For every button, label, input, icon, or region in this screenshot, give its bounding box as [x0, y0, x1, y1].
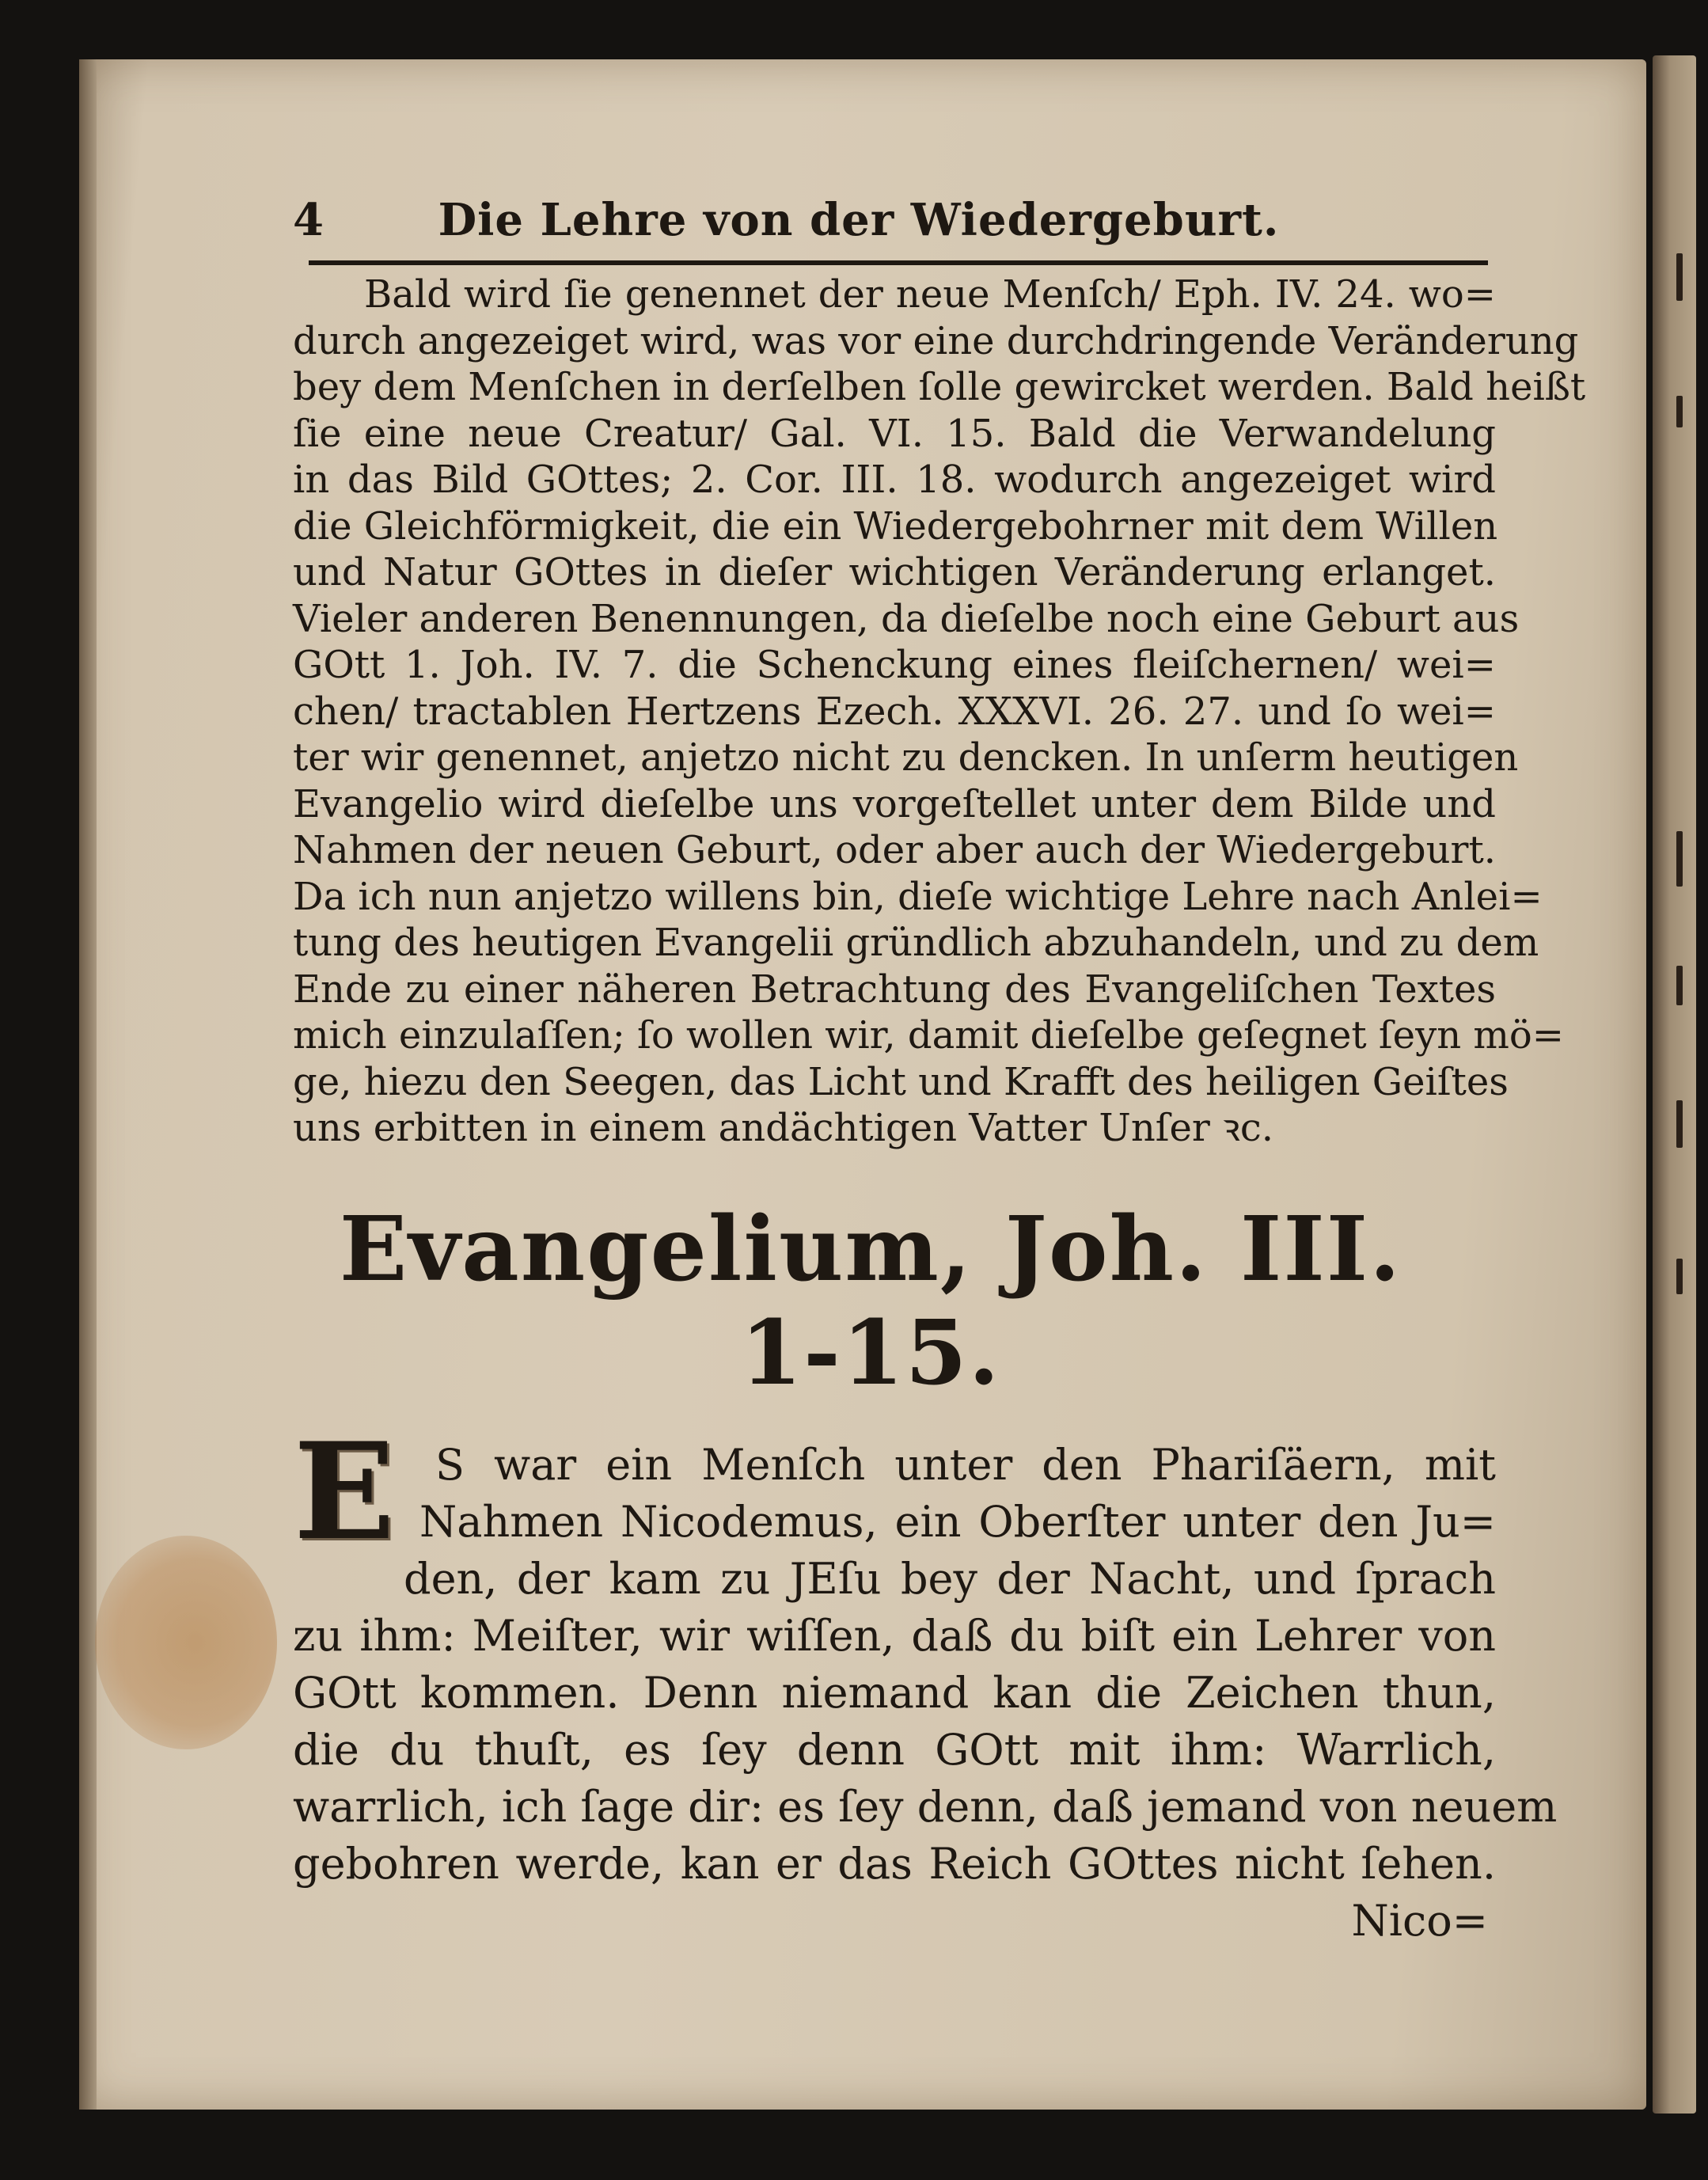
- facing-page-edge: [1653, 55, 1696, 2114]
- running-title: Die Lehre von der Wiedergeburt.: [438, 194, 1280, 246]
- text-line: Ende zu einer näheren Betrachtung des Evangeliſchen Textes: [293, 967, 1496, 1012]
- text-line: tung des heutigen Evangelii gründlich abzuhandeln, und zu dem: [293, 921, 1539, 965]
- text-line: GOtt 1. Joh. IV. 7. die Schenckung eines fleiſchernen/ wei=: [293, 643, 1496, 687]
- section-title: Evangelium, Joh. III. 1-15.: [339, 1197, 1402, 1405]
- text-line: Bald wird ſie genennet der neue Menſch/ Eph. IV. 24. wo=: [364, 272, 1496, 317]
- gospel-line: gebohren werde, kan er das Reich GOttes nicht ſehen.: [293, 1838, 1496, 1889]
- gospel-line: GOtt kommen. Denn niemand kan die Zeichen thun,: [293, 1667, 1496, 1718]
- text-line: Vieler anderen Benennungen, da dieſelbe noch eine Geburt aus: [293, 596, 1520, 641]
- water-stain: [95, 1536, 277, 1749]
- gospel-line: S war ein Menſch unter den Phariſäern, mit: [435, 1439, 1496, 1490]
- body-text: [293, 272, 1586, 1152]
- text-line: mich einzulaſſen; ſo wollen wir, damit dieſelbe geſegnet ſeyn mö=: [293, 1013, 1565, 1058]
- drop-cap: E: [293, 1412, 396, 1570]
- text-line: Nahmen der neuen Geburt, oder aber auch der Wiedergeburt.: [293, 828, 1496, 872]
- gospel-line: warrlich, ich ſage dir: es ſey denn, daß jemand von neuem: [293, 1781, 1558, 1832]
- text-line: ter wir genennet, anjetzo nicht zu dencken. In unſerm heutigen: [293, 735, 1519, 780]
- text-line: Evangelio wird dieſelbe uns vorgeſtellet unter dem Bilde und: [293, 781, 1496, 826]
- text-line: und Natur GOttes in dieſer wichtigen Veränderung erlanget.: [293, 550, 1496, 594]
- page-left-edge: [79, 59, 97, 2110]
- page-number: 4: [293, 194, 325, 246]
- text-line: ge, hiezu den Seegen, das Licht und Krafft des heiligen Geiſtes: [293, 1059, 1509, 1104]
- text-line: uns erbitten in einem andächtigen Vatter Unſer ꝛc.: [293, 1106, 1273, 1150]
- catchword: Nico=: [1351, 1895, 1488, 1946]
- gospel-line: Nahmen Nicodemus, ein Oberſter unter den Ju=: [419, 1496, 1496, 1547]
- text-line: chen/ tractablen Hertzens Ezech. XXXVI. 26. 27. und ſo wei=: [293, 689, 1496, 734]
- text-line: durch angezeiget wird, was vor eine durchdringende Veränderung: [293, 318, 1579, 363]
- header-rule: [309, 260, 1488, 265]
- running-header: [293, 194, 1496, 256]
- page-content: [293, 194, 1586, 1950]
- gospel-line: den, der kam zu JEſu bey der Nacht, und ſprach: [404, 1553, 1496, 1604]
- gospel-line: die du thuſt, es ſey denn GOtt mit ihm: Warrlich,: [293, 1724, 1496, 1775]
- text-line: bey dem Menſchen in derſelben ſolle gewircket werden. Bald heißt: [293, 365, 1586, 409]
- text-line: Da ich nun anjetzo willens bin, dieſe wichtige Lehre nach Anlei=: [293, 874, 1543, 919]
- text-line: in das Bild GOttes; 2. Cor. III. 18. wodurch angezeiget wird: [293, 458, 1496, 502]
- text-line: die Gleichförmigkeit, die ein Wiedergebohrner mit dem Willen: [293, 503, 1498, 549]
- text-line: ſie eine neue Creatur/ Gal. VI. 15. Bald die Verwandelung: [293, 411, 1496, 456]
- gospel-line: zu ihm: Meiſter, wir wiſſen, daß du biſt ein Lehrer von: [293, 1610, 1496, 1661]
- gospel-text: [293, 1412, 1558, 1950]
